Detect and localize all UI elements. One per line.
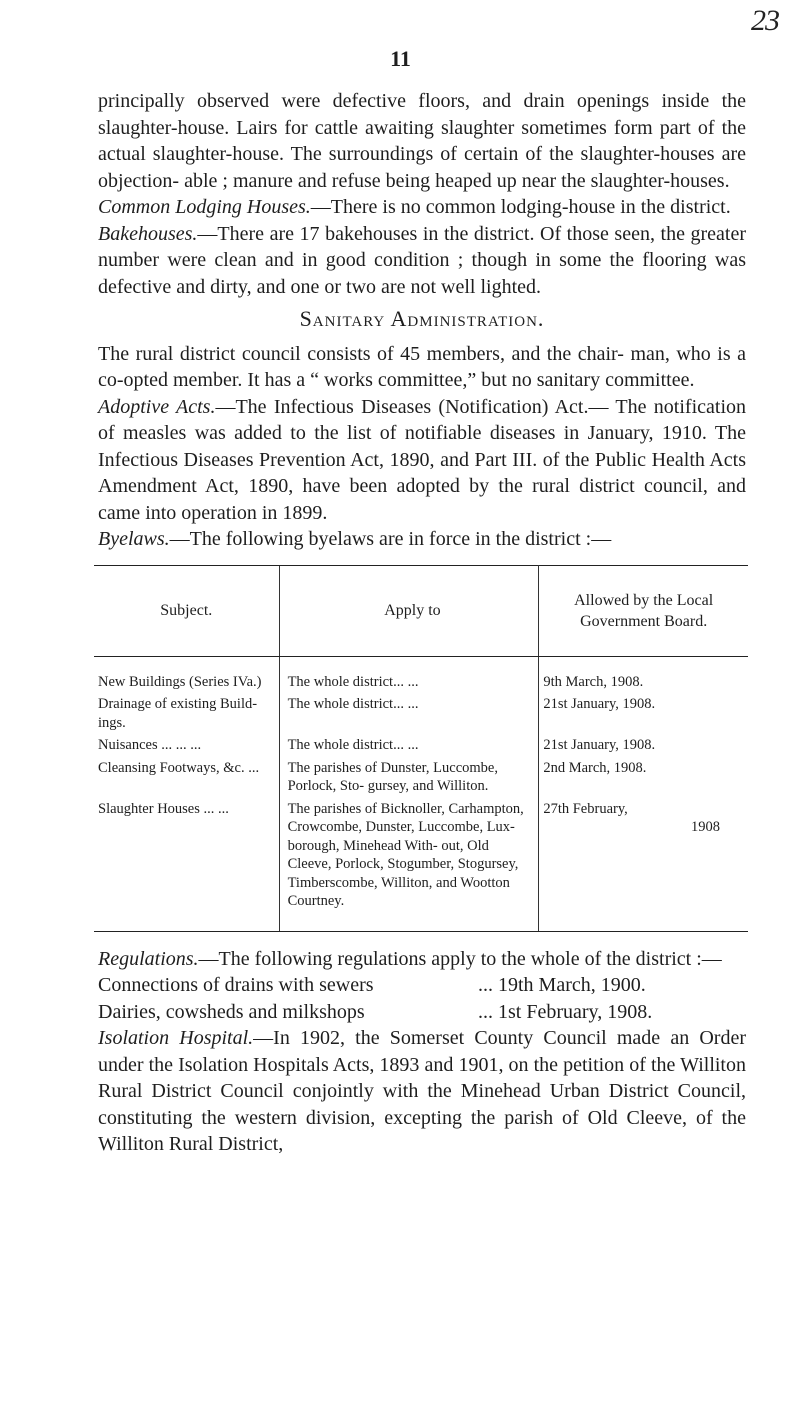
table-row [94,798,748,932]
lodging-houses-title: Common Lodging Houses. [98,196,311,218]
table-row [94,734,748,757]
regulation-date: ... 19th March, 1900. [478,974,646,996]
regulations-title: Regulations. [98,947,199,970]
list-item [98,972,746,999]
table-row [94,656,748,693]
lodging-houses-text: —There is no common lodging-house in the district. [310,196,731,218]
paragraph-council: The rural district council consists of 45 members, and the chair- man, who is a co-opted member. It has a “ works committee,” but no sanitary committee. [98,342,746,391]
cell-apply: The whole district... ... [279,734,539,757]
regulation-date: ... 1st February, 1908. [478,1000,653,1023]
cell-subject: Drainage of existing Build- ings. [98,696,258,731]
paragraph-byelaws [98,526,746,553]
isolation-hospital-text: —In 1902, the Somerset County Council made an Order under the Isolation Hospitals Acts, 1893 and 1901, on the petition of the Williton Rural District Council conjointly with the Minehead Urban District Council, constituting the western division, excepting the parish of Old Cleeve, of the Williton Rural District, [98,1027,746,1155]
cell-subject: New Buildings (Series IVa.) [98,673,262,690]
paragraph-isolation-hospital [98,1025,746,1158]
cell-subject: Nuisances ... ... ... [98,737,202,753]
byelaws-text: —The following byelaws are in force in the district :— [169,528,612,550]
byelaws-title: Byelaws. [98,528,170,550]
bakehouses-text: —There are 17 bakehouses in the district. Of those seen, the greater number were clean and in good condition ; though in some the flooring was defective and dirty, and one or two are not well lighted. [98,222,746,298]
section-heading: Sanitary Administration. [299,306,545,331]
page-body [98,88,746,1158]
byelaws-table [94,565,748,932]
cell-allowed-line1: 27th February, [543,800,628,817]
regulations-text: —The following regulations apply to the whole of the district :— [198,947,722,970]
cell-subject: Cleansing Footways, &c. ... [98,759,260,776]
paragraph-regulations [98,946,746,973]
header-allowed-by: Allowed by the Local Government Board. [539,565,748,656]
paragraph-lodging-houses [98,194,746,221]
handwritten-page-number: 23 [751,4,779,37]
cell-allowed: 9th March, 1908. [543,673,644,690]
cell-apply: The whole district... ... [279,656,539,693]
regulation-item: Dairies, cowsheds and milkshops [98,1000,365,1023]
cell-apply: The whole district... ... [279,693,539,734]
paragraph-slaughter-houses: principally observed were defective floors, and drain openings inside the slaughter-house. Lairs for cattle awaiting slaughter sometimes form part of the actual slaughter-house. The surroundings of certain of the slaughter-houses are objection- able ; manure and refuse being heaped up near the slaughter-houses. [98,90,746,192]
paragraph-adoptive-acts [98,394,746,527]
header-subject: Subject. [94,565,279,656]
isolation-hospital-title: Isolation Hospital. [98,1027,254,1049]
table-header-row [94,565,748,656]
header-apply-to: Apply to [279,565,539,656]
cell-allowed [539,798,748,932]
cell-apply: The parishes of Bicknoller, Carhampton, Crowcombe, Dunster, Luccombe, Lux- borough, Minehead With- out, Old Cleeve, Porlock, Stogumber, Stogursey, Timberscombe, Williton, and Wootton Courtney. [279,798,539,932]
adoptive-acts-text: —The Infectious Diseases (Notification) Act.— The notification of measles was added to the list of notifiable diseases in January, 1910. The Infectious Diseases Prevention Act, 1890, and Part III. of the Public Health Acts Amendment Act, 1890, have been adopted by the rural district council, and came into operation in 1899. [98,395,746,524]
table-row [94,693,748,734]
regulation-item: Connections of drains with sewers [98,974,374,996]
list-item [98,999,746,1026]
bakehouses-title: Bakehouses. [98,222,198,245]
page-number: 11 [390,46,411,71]
cell-allowed: 21st January, 1908. [543,696,656,712]
cell-allowed: 21st January, 1908. [543,737,656,753]
table-row [94,757,748,798]
regulations-list [98,972,746,1025]
cell-apply: The parishes of Dunster, Luccombe, Porlock, Sto- gursey, and Williton. [279,757,539,798]
cell-allowed: 2nd March, 1908. [543,759,647,776]
cell-allowed-line2: 1908 [691,819,720,835]
adoptive-acts-title: Adoptive Acts. [98,395,216,418]
paragraph-bakehouses [98,221,746,301]
cell-subject: Slaughter Houses ... ... [94,798,279,932]
